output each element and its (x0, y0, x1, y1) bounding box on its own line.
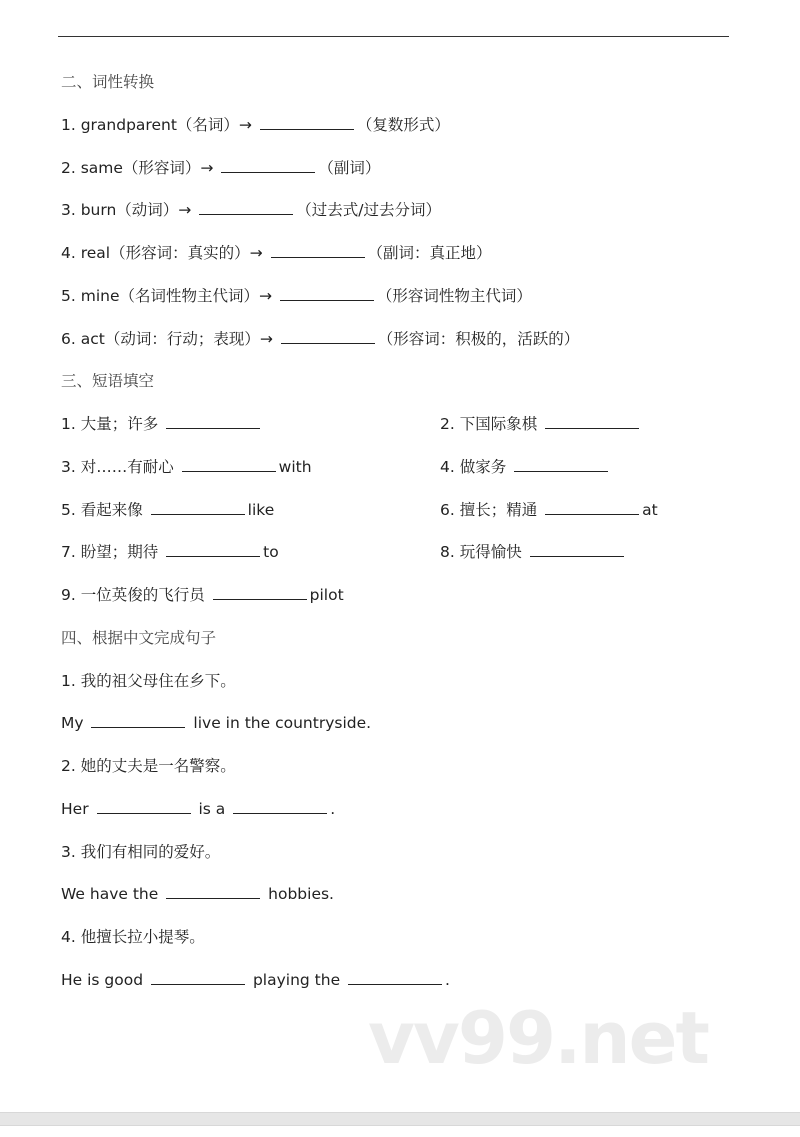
section-title: 三、短语填空 (61, 372, 155, 391)
sentence-prompt: 1. 我的祖父母住在乡下。 (61, 671, 236, 690)
sentence-answer: He is good playing the . (61, 970, 450, 989)
word-form-item: 3. burn（动词）→ （过去式/过去分词） (61, 201, 441, 220)
answer-blank[interactable] (199, 200, 293, 215)
answer-blank[interactable] (182, 457, 276, 472)
phrase-row (61, 531, 741, 574)
phrase-item: 9. 一位英俊的飞行员 pilot (61, 586, 344, 604)
sentence-prompt: 4. 他擅长拉小提琴。 (61, 928, 205, 946)
worksheet (61, 61, 741, 1002)
answer-blank[interactable] (348, 970, 442, 985)
phrase-row (61, 574, 741, 617)
sentence-prompt: 2. 她的丈夫是一名警察。 (61, 757, 236, 775)
page-separator (0, 1112, 800, 1126)
answer-blank[interactable] (545, 414, 639, 429)
sentence-answer: My live in the countryside. (61, 714, 372, 733)
phrase-item: 2. 下国际象棋 (440, 403, 642, 446)
answer-blank[interactable] (166, 414, 260, 429)
answer-blank[interactable] (271, 243, 365, 258)
phrase-item: 8. 玩得愉快 (440, 531, 627, 574)
answer-blank[interactable] (514, 457, 608, 472)
answer-blank[interactable] (91, 713, 185, 728)
answer-blank[interactable] (213, 585, 307, 600)
phrase-item: 3. 对……有耐心 with (61, 457, 312, 476)
phrase-item: 1. 大量；许多 (61, 415, 263, 433)
word-form-item: 4. real（形容词：真实的）→ （副词：真正地） (61, 244, 492, 262)
watermark: vv99.net (368, 996, 708, 1080)
answer-blank[interactable] (530, 542, 624, 557)
answer-blank[interactable] (545, 500, 639, 515)
header-rule (58, 36, 729, 37)
phrase-row (61, 403, 741, 446)
section-title: 二、词性转换 (61, 73, 155, 91)
phrase-row (61, 489, 741, 532)
answer-blank[interactable] (166, 884, 260, 899)
word-form-item: 6. act（动词：行动；表现）→ （形容词：积极的，活跃的） (61, 329, 580, 348)
sentence-answer: Her is a . (61, 799, 336, 818)
answer-blank[interactable] (166, 542, 260, 557)
answer-blank[interactable] (151, 500, 245, 515)
phrase-item: 5. 看起来像 like (61, 500, 275, 519)
answer-blank[interactable] (97, 799, 191, 814)
answer-blank[interactable] (281, 329, 375, 344)
phrase-row (61, 446, 741, 489)
answer-blank[interactable] (151, 970, 245, 985)
answer-blank[interactable] (260, 115, 354, 130)
phrase-item: 7. 盼望；期待 to (61, 543, 279, 562)
sentence-answer: We have the hobbies. (61, 885, 334, 904)
word-form-item: 1. grandparent（名词）→ （复数形式） (61, 115, 450, 134)
answer-blank[interactable] (280, 286, 374, 301)
phrase-item: 6. 擅长；精通 at (440, 500, 658, 519)
answer-blank[interactable] (221, 158, 315, 173)
word-form-item: 2. same（形容词）→ （副词） (61, 158, 381, 177)
word-form-item: 5. mine（名词性物主代词）→ （形容词性物主代词） (61, 286, 532, 305)
sentence-prompt: 3. 我们有相同的爱好。 (61, 842, 221, 861)
section-title: 四、根据中文完成句子 (61, 628, 217, 647)
answer-blank[interactable] (233, 799, 327, 814)
phrase-item: 4. 做家务 (440, 446, 611, 489)
